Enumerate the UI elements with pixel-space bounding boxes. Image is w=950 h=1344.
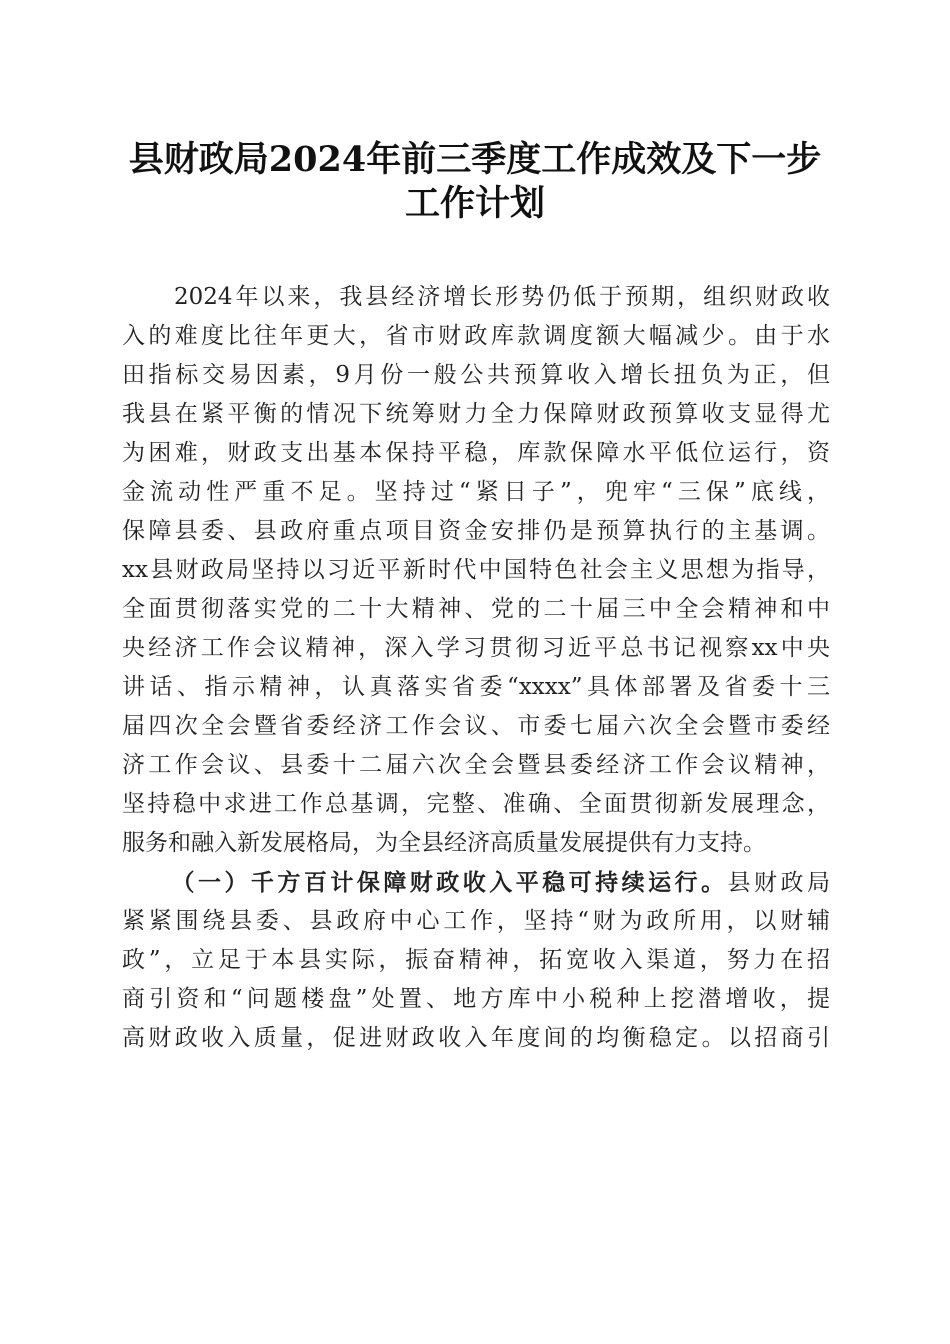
body-line: 届四次全会暨省委经济工作会议、市委七届六次全会暨市委经: [122, 713, 830, 739]
body-line: 讲话、指示精神，认真落实省委“xxxx”具体部署及省委十三: [122, 674, 830, 700]
document-body: [122, 278, 830, 1058]
section-heading: （一）千方百计保障财政收入平稳可持续运行。: [168, 869, 728, 896]
body-line: xx县财政局坚持以习近平新时代中国特色社会主义思想为指导，: [122, 557, 830, 583]
body-line: 服务和融入新发展格局，为全县经济高质量发展提供有力支持。: [122, 830, 766, 856]
section-line: 政”，立足于本县实际，振奋精神，拓宽收入渠道，努力在招: [122, 947, 830, 973]
section-line: 高财政收入质量，促进财政收入年度间的均衡稳定。以招商引: [122, 1025, 830, 1051]
body-line: 央经济工作会议精神，深入学习贯彻习近平总书记视察xx中央: [122, 635, 830, 661]
section-line-rest: 县财政局: [727, 870, 831, 896]
body-line: 坚持稳中求进工作总基调，完整、准确、全面贯彻新发展理念，: [122, 791, 830, 817]
section-line: 紧紧围绕县委、县政府中心工作，坚持“财为政所用，以财辅: [122, 908, 830, 934]
body-line: 我县在紧平衡的情况下统筹财力全力保障财政预算收支显得尤: [122, 401, 830, 427]
section-line: 商引资和“问题楼盘”处置、地方库中小税种上挖潜增收，提: [122, 986, 830, 1012]
body-line: 全面贯彻落实党的二十大精神、党的二十届三中全会精神和中: [122, 596, 830, 622]
body-line: 济工作会议、县委十二届六次全会暨县委经济工作会议精神，: [122, 752, 830, 778]
body-line: 金流动性严重不足。坚持过“紧日子”，兜牢“三保”底线，: [122, 479, 830, 505]
body-line: 2024年以来，我县经济增长形势仍低于预期，组织财政收: [122, 284, 830, 310]
body-line: 入的难度比往年更大，省市财政库款调度额大幅减少。由于水: [122, 323, 830, 349]
body-line: 保障县委、县政府重点项目资金安排仍是预算执行的主基调。: [122, 518, 830, 544]
body-line: 为困难，财政支出基本保持平稳，库款保障水平低位运行，资: [122, 440, 830, 466]
title-line-1: 县财政局2024年前三季度工作成效及下一步: [128, 139, 822, 180]
body-line: 田指标交易因素，9月份一般公共预算收入增长扭负为正，但: [122, 362, 830, 388]
document-title: [110, 138, 840, 226]
section-first-line: [122, 863, 830, 902]
title-line-2: 工作计划: [404, 183, 545, 224]
